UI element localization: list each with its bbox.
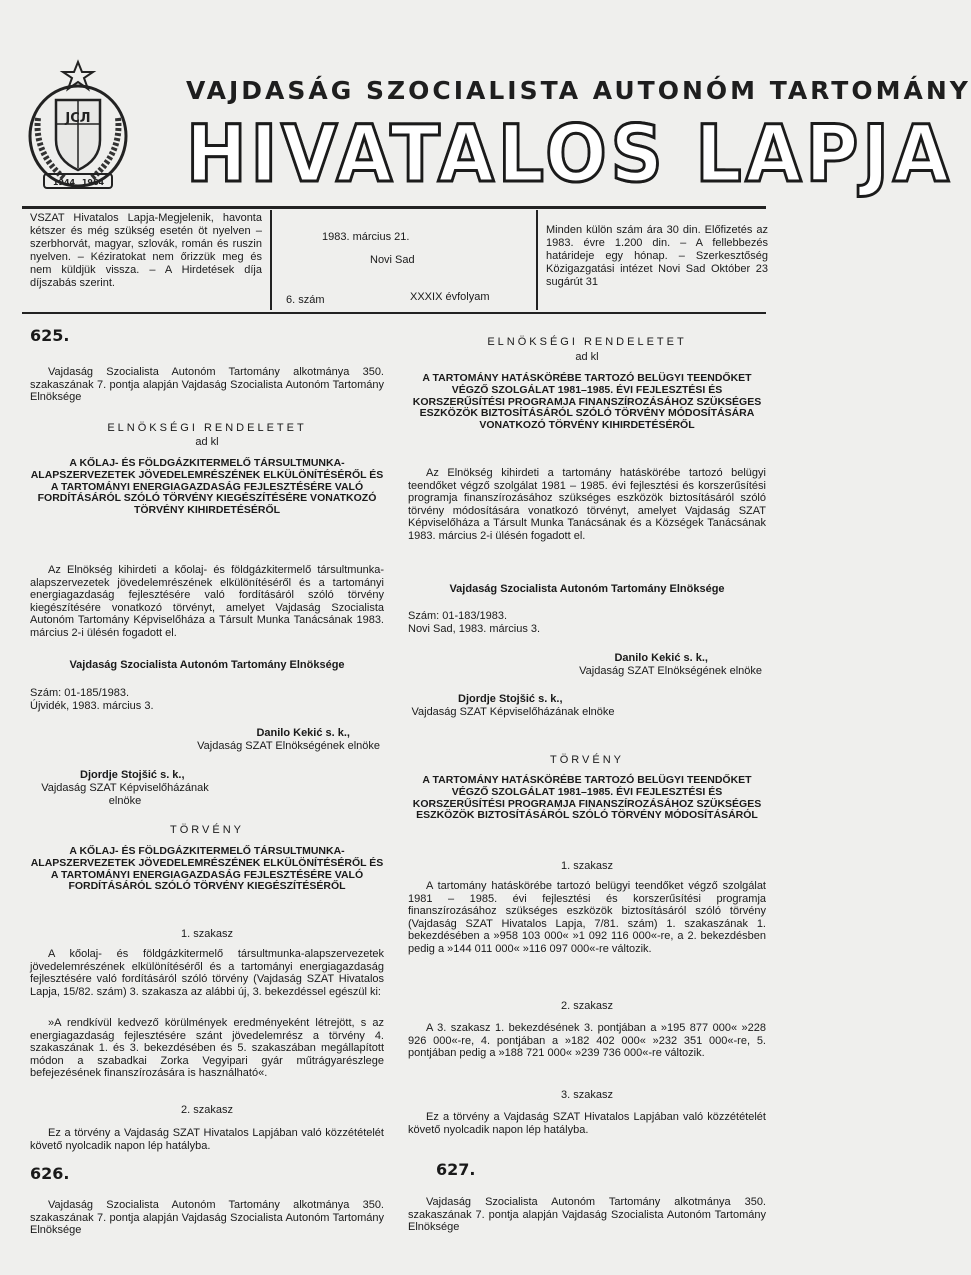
- signatory-2-name: Djordje Stojšić s. k.,: [80, 769, 185, 781]
- right-signatory-1-role: Vajdaság SZAT Elnökségének elnöke: [579, 665, 762, 677]
- issue-number: 6. szám: [286, 294, 325, 306]
- item-625-intro: Vajdaság Szocialista Autonóm Tartomány alkotmánya 350. szakaszának 7. pontja alapján Vajdaság Szocialista Autonóm Tartomány Elnöksége: [30, 366, 384, 404]
- right-section-2-label: 2. szakasz: [561, 1000, 613, 1012]
- decree-heading-right: A TARTOMÁNY HATÁSKÖRÉBE TARTOZÓ BELÜGYI TEENDŐKET VÉGZŐ SZOLGÁLAT 1981–1985. ÉVI FEJLESZTÉSI ÉS KORSZERŰSÍTÉSI PROGRAMJA FINANSZÍROZÁSÁHOZ SZÜKSÉGES ESZKÖZÖK BIZTOSÍTÁSÁRÓL SZÓLÓ TÖRVÉNY MÓDOSÍTÁSÁRA VONATKOZÓ TÖRVÉNY KIHIRDETÉSÉRŐL: [412, 372, 762, 432]
- presidency-right: Vajdaság Szocialista Autonóm Tartomány Elnöksége: [449, 583, 725, 595]
- section-2-label: 2. szakasz: [181, 1104, 233, 1116]
- signatory-1-role: Vajdaság SZAT Elnökségének elnöke: [197, 740, 380, 752]
- issue-city: Novi Sad: [370, 254, 415, 266]
- reference-625: Szám: 01-185/1983. Újvidék, 1983. március 3.: [30, 687, 154, 712]
- right-signatory-1-name: Danilo Kekić s. k.,: [614, 652, 708, 664]
- ad-kl-625: ad kl: [195, 436, 219, 448]
- info-divider-right: [536, 210, 538, 310]
- right-section-3-body: Ez a törvény a Vajdaság SZAT Hivatalos Lapjában való közzétételét követő nyolcadik napon lép hatályba.: [408, 1111, 766, 1136]
- right-section-2-body: A 3. szakasz 1. bekezdésének 3. pontjában a »195 877 000« »228 926 000«-re, 4. pontjában a »182 402 000« »232 351 000«-re, 5. pontjában pedig a »188 721 000« »239 736 000«-re változik.: [408, 1022, 766, 1060]
- law-title-625: TÖRVÉNY: [170, 824, 244, 836]
- section-1-quote: »A rendkívül kedvező körülmények eredményeként létrejött, s az energiagazdaság fejlesztésére szánt jövedelemrész a törvény 4. szakaszának 1. és 3. bekezdésében és 5. szakaszában megállapított módon a szabadkai Zorka Vegyipari gyár műtrágyarészlege befejezésének finanszírozására is használható«.: [30, 1017, 384, 1080]
- item-number-627: 627.: [436, 1160, 476, 1179]
- info-divider-left: [270, 210, 272, 310]
- right-section-1-label: 1. szakasz: [561, 860, 613, 872]
- signatory-2-role: Vajdaság SZAT Képviselőházának elnöke: [41, 782, 209, 807]
- subscription-info: Minden külön szám ára 30 din. Előfizetés az 1983. évre 1.200 din. – A fellebbezés határideje egy hónap. – Szerkesztőség Közigazgatási intézet Novi Sad Október 23 sugárút 31: [546, 224, 768, 288]
- right-signatory-2-role: Vajdaság SZAT Képviselőházának elnöke: [411, 706, 615, 718]
- item-number-626: 626.: [30, 1164, 70, 1183]
- decree-title-625: ELNÖKSÉGI RENDELETET: [107, 422, 307, 434]
- decree-title-right: ELNÖKSÉGI RENDELETET: [487, 336, 687, 348]
- decree-body-625: Az Elnökség kihirdeti a kőolaj- és földgázkitermelő társultmunka-alapszervezetek jövedelemrészének elkülönítéséről és a tartományi energiagazdaság fejlesztésére való fordításáról szóló törvény kiegészítésére vonatkozó törvényt, amelyet Vajdaság Szocialista Autonóm Tartomány Képviselőháza a Társult Munka Tanácsának 1983. március 2-i ülésén fogadott el.: [30, 564, 384, 639]
- signatory-1-name: Danilo Kekić s. k.,: [256, 727, 350, 739]
- emblem-year-right: 1964: [81, 178, 105, 187]
- reference-right: Szám: 01-183/1983. Novi Sad, 1983. március 3.: [408, 610, 541, 635]
- ad-kl-right: ad kl: [575, 351, 599, 363]
- masthead-subtitle: VAJDASÁG SZOCIALISTA AUTONÓM TARTOMÁNY: [186, 76, 971, 105]
- header-rule-top: [22, 206, 766, 209]
- coat-of-arms-emblem: [24, 58, 132, 196]
- right-section-3-label: 3. szakasz: [561, 1089, 613, 1101]
- law-heading-right: A TARTOMÁNY HATÁSKÖRÉBE TARTOZÓ BELÜGYI TEENDŐKET VÉGZŐ SZOLGÁLAT 1981–1985. ÉVI FEJLESZTÉSI ÉS KORSZERŰSÍTÉSI PROGRAMJA FINANSZÍROZÁSÁHOZ SZÜKSÉGES ESZKÖZÖK BIZTOSÍTÁSÁRÓL SZÓLÓ TÖRVÉNY MÓDOSÍTÁSÁRÓL: [412, 774, 762, 822]
- section-1-body: A kőolaj- és földgázkitermelő társultmunka-alapszervezetek jövedelemrészének elkülönítéséről és a tartományi energiagazdaság fejlesztésére való fordításáról szóló törvény (Vajdaság SZAT Hivatalos Lapja, 15/82. szám) 3. szakasza az alábbi új, 3. bekezdéssel egészül ki:: [30, 948, 384, 998]
- decree-body-right: Az Elnökség kihirdeti a tartomány hatáskörébe tartozó belügyi teendőket végző szolgálat 1981 – 1985. évi fejlesztési és korszerűsítési programja finanszírozásához szükséges eszközök biztosításáról szóló törvény módosítására vonatkozó törvényt, amelyet Vajdaság SZAT Képviselőháza a Társult Munka Tanácsának és a Községek Tanácsának 1983. március 2-i ülésén fogadott el.: [408, 467, 766, 542]
- issue-volume: XXXIX évfolyam: [410, 291, 490, 303]
- law-heading-625: A KŐLAJ- ÉS FÖLDGÁZKITERMELŐ TÁRSULTMUNKA-ALAPSZERVEZETEK JÖVEDELEMRÉSZÉNEK ELKÜLÖNÍTÉSÉRŐL ÉS A TARTOMÁNYI ENERGIAGAZDASÁG FEJLESZTÉSÉRE VALÓ FORDÍTÁSÁRÓL SZÓLÓ TÖRVÉNY KIEGÉSZÍTÉSÉRŐL: [30, 845, 384, 893]
- emblem-letters: ЈСЛ: [65, 111, 91, 126]
- item-626-intro: Vajdaság Szocialista Autonóm Tartomány alkotmánya 350. szakaszának 7. pontja alapján Vajdaság Szocialista Autonóm Tartomány Elnöksége: [30, 1199, 384, 1237]
- header-rule-bottom: [22, 312, 766, 314]
- item-number-625: 625.: [30, 326, 70, 345]
- issue-date: 1983. március 21.: [322, 231, 410, 243]
- presidency-625: Vajdaság Szocialista Autonóm Tartomány Elnöksége: [69, 659, 345, 671]
- section-2-body: Ez a törvény a Vajdaság SZAT Hivatalos Lapjában való közzétételét követő nyolcadik napon lép hatályba.: [30, 1127, 384, 1152]
- right-section-1-body: A tartomány hatáskörébe tartozó belügyi teendőket végző szolgálat 1981 – 1985. évi fejlesztési és korszerűsítési programja finanszírozásához szükséges eszközök biztosításáról szóló törvény (Vajdaság SZAT Hivatalos Lapja, 7/81. szám) 1. szakaszának 1. bekezdésében a »958 103 000« »1 092 116 000«-re, a 2. bekezdésben pedig a »144 011 000« »116 097 000«-re változik.: [408, 880, 766, 955]
- decree-heading-625: A KŐLAJ- ÉS FÖLDGÁZKITERMELŐ TÁRSULTMUNKA-ALAPSZERVEZETEK JÖVEDELEMRÉSZÉNEK ELKÜLÖNÍTÉSÉRŐL ÉS A TARTOMÁNYI ENERGIAGAZDASÁG FEJLESZTÉSÉRE VALÓ FORDÍTÁSÁRÓL SZÓLÓ TÖRVÉNY KIEGÉSZÍTÉSÉRE VONATKOZÓ TÖRVÉNY KIHIRDETÉSÉRŐL: [30, 457, 384, 517]
- section-1-label: 1. szakasz: [181, 928, 233, 940]
- emblem-year-left: 1944: [52, 178, 76, 187]
- item-627-intro: Vajdaság Szocialista Autonóm Tartomány alkotmánya 350. szakaszának 7. pontja alapján Vajdaság Szocialista Autonóm Tartomány Elnöksége: [408, 1196, 766, 1234]
- masthead-title: HIVATALOS LAPJA: [186, 110, 953, 200]
- publication-notice: VSZAT Hivatalos Lapja-Megjelenik, havonta kétszer és még szükség esetén öt nyelven – szerbhorvát, magyar, szlovák, román és ruszin nyelven. – Kéziratokat nem őrizzük meg és nem küldjük vissza. – A Hirdetések díja díjszabás szerint.: [30, 212, 262, 289]
- law-title-right: TÖRVÉNY: [550, 754, 624, 766]
- right-signatory-2-name: Djordje Stojšić s. k.,: [458, 693, 563, 705]
